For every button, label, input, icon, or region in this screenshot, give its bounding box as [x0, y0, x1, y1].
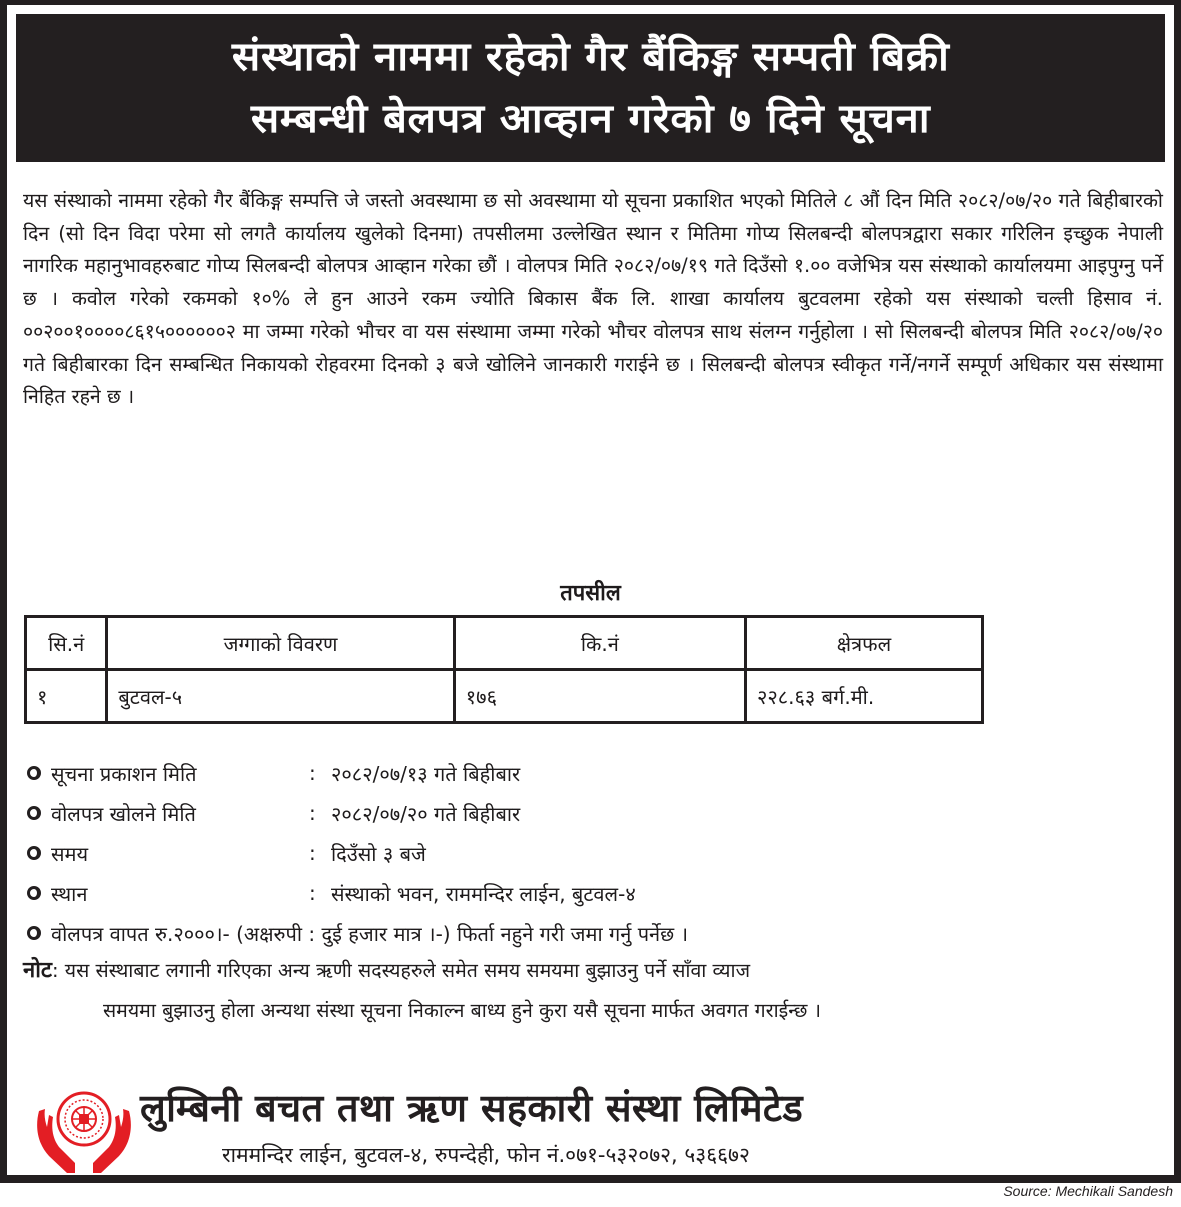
organization-footer: [7, 1073, 1174, 1173]
info-label: सूचना प्रकाशन मिति: [51, 761, 197, 786]
note-section: [23, 951, 1165, 1031]
note-first-line: [23, 951, 1165, 991]
info-full-text: वोलपत्र वापत रु.२०००।- (अक्षरुपी : दुई हजार मात्र ।-) फिर्ता नहुने गरी जमा गर्नु पर्नेछ ।: [51, 921, 689, 946]
circle-bullet-icon: [27, 886, 41, 900]
note-continuation: समयमा बुझाउनु होला अन्यथा संस्था सूचना निकाल्न बाध्य हुने कुरा यसै सूचना मार्फत अवगत गराईन्छ ।: [103, 999, 822, 1022]
notice-body-paragraph: यस संस्थाको नाममा रहेको गैर बैंकिङ्ग सम्पत्ति जे जस्तो अवस्थामा छ सो अवस्थामा यो सूचना प्रकाशित भएको मितिले ८ औं दिन मिति २०८२/०७/२० गते बिहीबारको दिन (सो दिन विदा परेमा सो लगतै कार्यालय खुलेको दिनमा) तपसीलमा उल्लेखित स्थान र मितिमा गोप्य सिलबन्दी बोलपत्रद्वारा सकार गरिलिन इच्छुक नेपाली नागरिक महानुभावहरुबाट गोप्य सिलबन्दी बोलपत्र आव्हान गरेका छौं । वोलपत्र मिति २०८२/०७/१९ गते दिउँसो १.०० वजेभित्र यस संस्थाको कार्यालयमा आइपुग्नु पर्ने छ । कवोल गरेको रकमको १०% ले हुन आउने रकम ज्योति बिकास बैंक लि. शाखा कार्यालय बुटवलमा रहेको यस संस्थाको चल्ती हिसाव नं. ००२००१००००८६१५००००००२ मा जम्मा गरेको भौचर वा यस संस्थामा जम्मा गरेको भौचर वोलपत्र साथ संलग्न गर्नुहोला । सो सिलबन्दी बोलपत्र मिति २०८२/०७/२० गते बिहीबारका दिन सम्बन्धित निकायको रोहवरमा दिनको ३ बजे खोलिने जानकारी गराईने छ । सिलबन्दी बोलपत्र स्वीकृत गर्ने/नगर्ने सम्पूर्ण अधिकार यस संस्थामा निहित रहने छ ।: [23, 189, 1163, 409]
circle-bullet-icon: [27, 806, 41, 820]
info-value: संस्थाको भवन, राममन्दिर लाईन, बुटवल-४: [331, 881, 636, 906]
circle-bullet-icon: [27, 766, 41, 780]
column-header-land-description: जग्गाको विवरण: [107, 617, 454, 670]
organization-name: लुम्बिनी बचत तथा ऋण सहकारी संस्था लिमिटेड: [140, 1086, 803, 1130]
notice-title-line-1: संस्थाको नाममा रहेको गैर बैंकिङ्ग सम्पती बिक्री: [231, 34, 950, 80]
organization-address: राममन्दिर लाईन, बुटवल-४, रुपन्देही, फोन नं.०७१-५३२०७२, ५३६६७२: [222, 1143, 750, 1167]
source-caption: Source: Mechikali Sandesh: [1003, 1183, 1173, 1199]
column-header-serial: सि.नं: [26, 617, 107, 670]
note-first-line-text: यस संस्थाबाट लगानी गरिएका अन्य ऋणी सदस्यहरुले समेत समय समयमा बुझाउनु पर्ने साँवा व्याज: [64, 959, 751, 982]
cell-plot-number: १७६: [454, 670, 745, 723]
circle-bullet-icon: [27, 926, 41, 940]
info-location: [23, 873, 1163, 913]
cell-land-description: बुटवल-५: [107, 670, 454, 723]
info-separator: :: [309, 761, 316, 785]
notice-title-banner: [16, 14, 1165, 162]
land-details-table: [24, 615, 984, 724]
info-bid-fee: [23, 913, 1163, 953]
info-publish-date: [23, 753, 1163, 793]
info-value: २०८२/०७/१३ गते बिहीबार: [331, 761, 521, 786]
column-header-plot-number: कि.नं: [454, 617, 745, 670]
info-value: दिउँसो ३ बजे: [331, 841, 426, 866]
cell-serial: १: [26, 670, 107, 723]
cell-area: २२८.६३ बर्ग.मी.: [745, 670, 982, 723]
info-value: २०८२/०७/२० गते बिहीबार: [331, 801, 521, 826]
info-separator: :: [309, 881, 316, 905]
info-time: [23, 833, 1163, 873]
info-separator: :: [309, 801, 316, 825]
info-list: [23, 753, 1163, 953]
notice-title-line-2: सम्बन्धी बेलपत्र आव्हान गरेको ७ दिने सूचना: [250, 96, 931, 142]
table-header-row: [26, 617, 983, 670]
info-label: वोलपत्र खोलने मिति: [51, 801, 196, 826]
note-label: नोट: [23, 958, 52, 983]
note-colon: :: [52, 959, 65, 982]
circle-bullet-icon: [27, 846, 41, 860]
cooperative-logo-hands-icon: [29, 1081, 139, 1181]
info-opening-date: [23, 793, 1163, 833]
schedule-heading: तपसील: [560, 581, 621, 606]
info-label: समय: [51, 841, 89, 866]
info-separator: :: [309, 841, 316, 865]
info-label: स्थान: [51, 881, 88, 906]
column-header-area: क्षेत्रफल: [745, 617, 982, 670]
table-row: [26, 670, 983, 723]
